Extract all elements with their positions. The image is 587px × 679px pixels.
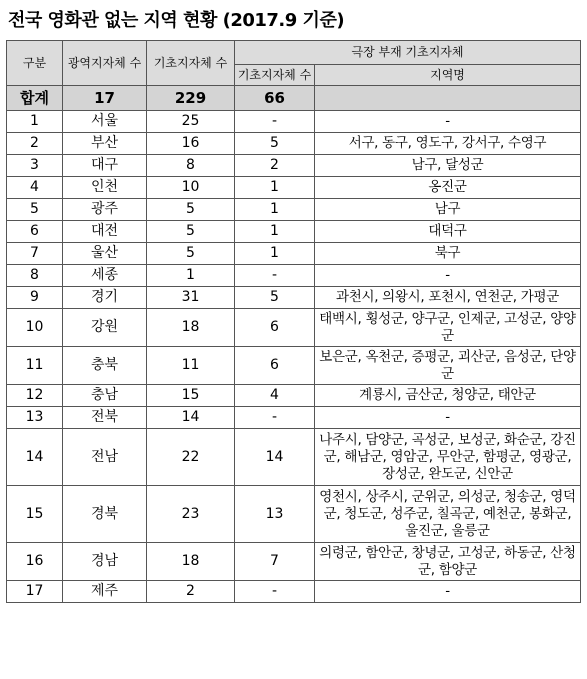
row-number: 2	[7, 133, 63, 155]
table-row	[7, 243, 581, 265]
total-gwangyeok: 17	[63, 86, 147, 111]
no-theater-count: 7	[235, 543, 315, 581]
table-row	[7, 177, 581, 199]
row-number: 9	[7, 287, 63, 309]
table-row	[7, 347, 581, 385]
region-name: 울산	[63, 243, 147, 265]
row-number: 10	[7, 309, 63, 347]
no-theater-names: 영천시, 상주시, 군위군, 의성군, 청송군, 영덕군, 청도군, 성주군, 칠곡군, 예천군, 봉화군, 울진군, 울릉군	[315, 486, 581, 543]
row-number: 16	[7, 543, 63, 581]
gicho-count: 5	[147, 199, 235, 221]
no-theater-count: -	[235, 111, 315, 133]
region-name: 강원	[63, 309, 147, 347]
row-number: 8	[7, 265, 63, 287]
no-theater-count: 4	[235, 385, 315, 407]
header-gicho: 기초지자체 수	[147, 41, 235, 86]
header-no-theater-group: 극장 부재 기초지자체	[235, 41, 581, 65]
table-row	[7, 155, 581, 177]
no-theater-names: 서구, 동구, 영도구, 강서구, 수영구	[315, 133, 581, 155]
no-theater-count: 14	[235, 429, 315, 486]
gicho-count: 31	[147, 287, 235, 309]
table-row	[7, 133, 581, 155]
no-theater-count: 1	[235, 243, 315, 265]
row-number: 15	[7, 486, 63, 543]
no-theater-count: -	[235, 407, 315, 429]
region-name: 대전	[63, 221, 147, 243]
no-theater-names: 태백시, 횡성군, 양구군, 인제군, 고성군, 양양군	[315, 309, 581, 347]
header-sub-count: 기초지자체 수	[235, 65, 315, 86]
total-gicho: 229	[147, 86, 235, 111]
no-theater-names: 옹진군	[315, 177, 581, 199]
region-name: 충북	[63, 347, 147, 385]
row-number: 14	[7, 429, 63, 486]
gicho-count: 11	[147, 347, 235, 385]
no-theater-count: 6	[235, 347, 315, 385]
region-name: 경북	[63, 486, 147, 543]
row-number: 11	[7, 347, 63, 385]
row-number: 17	[7, 581, 63, 603]
no-theater-names: 남구, 달성군	[315, 155, 581, 177]
table-row	[7, 199, 581, 221]
no-theater-count: 1	[235, 221, 315, 243]
gicho-count: 22	[147, 429, 235, 486]
header-gwangyeok: 광역지자체 수	[63, 41, 147, 86]
row-number: 4	[7, 177, 63, 199]
no-theater-names: -	[315, 265, 581, 287]
table-row	[7, 407, 581, 429]
region-name: 전북	[63, 407, 147, 429]
no-theater-names: 의령군, 함안군, 창녕군, 고성군, 하동군, 산청군, 함양군	[315, 543, 581, 581]
region-name: 제주	[63, 581, 147, 603]
table-row	[7, 385, 581, 407]
table-row	[7, 429, 581, 486]
table-row	[7, 309, 581, 347]
no-theater-count: 5	[235, 133, 315, 155]
no-theater-count: 2	[235, 155, 315, 177]
gicho-count: 10	[147, 177, 235, 199]
gicho-count: 15	[147, 385, 235, 407]
no-theater-names: -	[315, 407, 581, 429]
header-gubun: 구분	[7, 41, 63, 86]
gicho-count: 2	[147, 581, 235, 603]
gicho-count: 16	[147, 133, 235, 155]
no-theater-count: 5	[235, 287, 315, 309]
no-theater-count: 6	[235, 309, 315, 347]
region-name: 세종	[63, 265, 147, 287]
region-name: 경기	[63, 287, 147, 309]
row-number: 1	[7, 111, 63, 133]
total-names	[315, 86, 581, 111]
row-number: 12	[7, 385, 63, 407]
table-row	[7, 486, 581, 543]
table-header-row	[7, 41, 581, 65]
no-theater-names: 남구	[315, 199, 581, 221]
region-name: 대구	[63, 155, 147, 177]
gicho-count: 14	[147, 407, 235, 429]
region-name: 전남	[63, 429, 147, 486]
total-label: 합계	[7, 86, 63, 111]
row-number: 7	[7, 243, 63, 265]
region-name: 인천	[63, 177, 147, 199]
no-theater-count: 1	[235, 177, 315, 199]
total-row	[7, 86, 581, 111]
table-row	[7, 543, 581, 581]
gicho-count: 25	[147, 111, 235, 133]
region-name: 충남	[63, 385, 147, 407]
no-theater-region-table	[6, 40, 581, 603]
no-theater-count: -	[235, 581, 315, 603]
region-name: 부산	[63, 133, 147, 155]
row-number: 3	[7, 155, 63, 177]
row-number: 5	[7, 199, 63, 221]
region-name: 광주	[63, 199, 147, 221]
gicho-count: 23	[147, 486, 235, 543]
no-theater-count: -	[235, 265, 315, 287]
gicho-count: 18	[147, 543, 235, 581]
no-theater-names: 보은군, 옥천군, 증평군, 괴산군, 음성군, 단양군	[315, 347, 581, 385]
gicho-count: 8	[147, 155, 235, 177]
gicho-count: 5	[147, 243, 235, 265]
no-theater-count: 1	[235, 199, 315, 221]
table-row	[7, 581, 581, 603]
no-theater-names: 북구	[315, 243, 581, 265]
row-number: 6	[7, 221, 63, 243]
table-row	[7, 221, 581, 243]
no-theater-names: -	[315, 111, 581, 133]
region-name: 서울	[63, 111, 147, 133]
total-count: 66	[235, 86, 315, 111]
table-row	[7, 111, 581, 133]
no-theater-count: 13	[235, 486, 315, 543]
no-theater-names: 과천시, 의왕시, 포천시, 연천군, 가평군	[315, 287, 581, 309]
row-number: 13	[7, 407, 63, 429]
header-sub-names: 지역명	[315, 65, 581, 86]
no-theater-names: 대덕구	[315, 221, 581, 243]
gicho-count: 5	[147, 221, 235, 243]
table-row	[7, 265, 581, 287]
region-name: 경남	[63, 543, 147, 581]
page-title: 전국 영화관 없는 지역 현황 (2017.9 기준)	[8, 10, 345, 31]
no-theater-names: 계룡시, 금산군, 청양군, 태안군	[315, 385, 581, 407]
gicho-count: 1	[147, 265, 235, 287]
no-theater-names: -	[315, 581, 581, 603]
gicho-count: 18	[147, 309, 235, 347]
table-row	[7, 287, 581, 309]
no-theater-names: 나주시, 담양군, 곡성군, 보성군, 화순군, 강진군, 해남군, 영암군, 무안군, 함평군, 영광군, 장성군, 완도군, 신안군	[315, 429, 581, 486]
